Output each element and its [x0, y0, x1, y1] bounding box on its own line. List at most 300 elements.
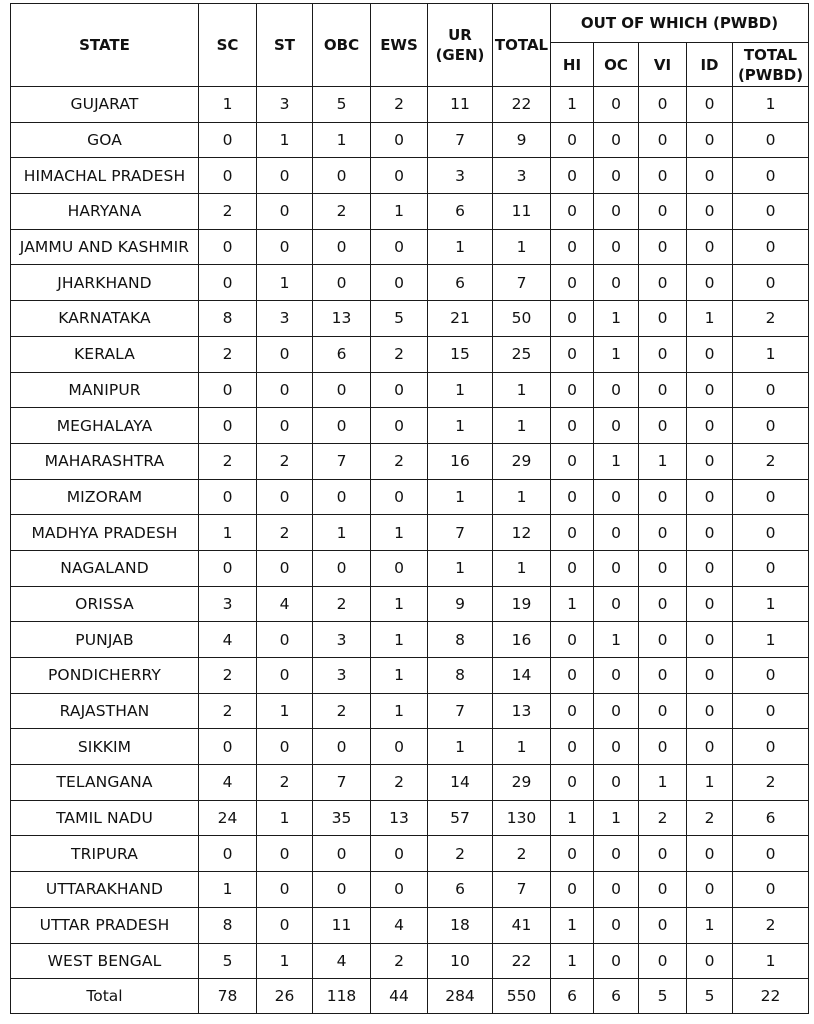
- cell-st: 0: [257, 836, 313, 872]
- cell-oc: 0: [594, 550, 639, 586]
- table-row: [11, 515, 809, 551]
- cell-obc: 0: [313, 550, 371, 586]
- cell-ur-gen: 57: [428, 800, 493, 836]
- total-ur-gen: 284: [428, 979, 493, 1014]
- cell-hi: 0: [551, 479, 594, 515]
- cell-obc: 0: [313, 158, 371, 194]
- cell-oc: 0: [594, 87, 639, 123]
- cell-st: 0: [257, 372, 313, 408]
- cell-pwbd-total: 0: [733, 729, 809, 765]
- cell-pwbd-total: 1: [733, 586, 809, 622]
- cell-oc: 0: [594, 872, 639, 908]
- cell-hi: 0: [551, 158, 594, 194]
- cell-ur-gen: 7: [428, 693, 493, 729]
- cell-vi: 0: [639, 515, 687, 551]
- cell-pwbd-total: 0: [733, 122, 809, 158]
- cell-vi: 0: [639, 586, 687, 622]
- cell-pwbd-total: 1: [733, 622, 809, 658]
- cell-vi: 0: [639, 301, 687, 337]
- cell-id: 0: [687, 586, 733, 622]
- cell-ews: 0: [371, 479, 428, 515]
- cell-total: 1: [493, 229, 551, 265]
- cell-ews: 4: [371, 907, 428, 943]
- header-pwbd-total: [733, 43, 809, 87]
- cell-pwbd-total: 0: [733, 194, 809, 230]
- cell-ur-gen: 1: [428, 408, 493, 444]
- cell-id: 0: [687, 229, 733, 265]
- cell-total: 1: [493, 408, 551, 444]
- table-row: [11, 765, 809, 801]
- cell-ur-gen: 2: [428, 836, 493, 872]
- cell-vi: 0: [639, 122, 687, 158]
- table-row: [11, 693, 809, 729]
- cell-state: KARNATAKA: [11, 301, 199, 337]
- cell-pwbd-total: 1: [733, 336, 809, 372]
- cell-st: 1: [257, 122, 313, 158]
- cell-ur-gen: 7: [428, 515, 493, 551]
- header-hi: HI: [551, 43, 594, 87]
- table-body: [11, 87, 809, 979]
- cell-vi: 0: [639, 550, 687, 586]
- cell-st: 2: [257, 443, 313, 479]
- total-sc: 78: [199, 979, 257, 1014]
- cell-state: HIMACHAL PRADESH: [11, 158, 199, 194]
- cell-ur-gen: 1: [428, 479, 493, 515]
- cell-vi: 0: [639, 658, 687, 694]
- cell-id: 0: [687, 158, 733, 194]
- cell-pwbd-total: 6: [733, 800, 809, 836]
- cell-state: TAMIL NADU: [11, 800, 199, 836]
- cell-id: 0: [687, 550, 733, 586]
- reservation-table: [10, 3, 809, 1014]
- cell-obc: 0: [313, 372, 371, 408]
- cell-pwbd-total: 0: [733, 479, 809, 515]
- cell-vi: 0: [639, 943, 687, 979]
- cell-sc: 0: [199, 229, 257, 265]
- cell-id: 0: [687, 658, 733, 694]
- cell-st: 0: [257, 550, 313, 586]
- cell-ews: 0: [371, 836, 428, 872]
- cell-ur-gen: 6: [428, 265, 493, 301]
- total-vi: 5: [639, 979, 687, 1014]
- cell-total: 50: [493, 301, 551, 337]
- cell-ews: 0: [371, 229, 428, 265]
- cell-total: 14: [493, 658, 551, 694]
- cell-sc: 0: [199, 158, 257, 194]
- cell-sc: 0: [199, 729, 257, 765]
- cell-oc: 0: [594, 229, 639, 265]
- cell-hi: 0: [551, 765, 594, 801]
- cell-ur-gen: 6: [428, 194, 493, 230]
- cell-ur-gen: 1: [428, 229, 493, 265]
- cell-total: 1: [493, 550, 551, 586]
- cell-ur-gen: 10: [428, 943, 493, 979]
- cell-st: 3: [257, 87, 313, 123]
- cell-ews: 0: [371, 158, 428, 194]
- cell-hi: 1: [551, 87, 594, 123]
- cell-hi: 0: [551, 658, 594, 694]
- cell-sc: 4: [199, 622, 257, 658]
- cell-state: GOA: [11, 122, 199, 158]
- cell-sc: 2: [199, 658, 257, 694]
- cell-ur-gen: 1: [428, 550, 493, 586]
- cell-total: 29: [493, 765, 551, 801]
- cell-total: 9: [493, 122, 551, 158]
- cell-vi: 0: [639, 336, 687, 372]
- header-ur-line1: UR: [448, 26, 472, 44]
- cell-sc: 1: [199, 872, 257, 908]
- cell-sc: 0: [199, 836, 257, 872]
- table-row: [11, 658, 809, 694]
- cell-state: WEST BENGAL: [11, 943, 199, 979]
- cell-state: MAHARASHTRA: [11, 443, 199, 479]
- cell-vi: 0: [639, 872, 687, 908]
- table-header: [11, 4, 809, 87]
- cell-id: 1: [687, 907, 733, 943]
- cell-hi: 1: [551, 943, 594, 979]
- table-row: [11, 622, 809, 658]
- cell-vi: 0: [639, 87, 687, 123]
- cell-oc: 1: [594, 301, 639, 337]
- cell-obc: 11: [313, 907, 371, 943]
- cell-obc: 0: [313, 265, 371, 301]
- cell-sc: 2: [199, 336, 257, 372]
- cell-state: MIZORAM: [11, 479, 199, 515]
- cell-sc: 2: [199, 693, 257, 729]
- header-state: STATE: [11, 4, 199, 87]
- cell-hi: 0: [551, 693, 594, 729]
- cell-st: 1: [257, 943, 313, 979]
- cell-obc: 7: [313, 765, 371, 801]
- cell-hi: 0: [551, 336, 594, 372]
- cell-st: 0: [257, 907, 313, 943]
- total-label: Total: [11, 979, 199, 1014]
- cell-ur-gen: 6: [428, 872, 493, 908]
- cell-ur-gen: 21: [428, 301, 493, 337]
- cell-pwbd-total: 2: [733, 301, 809, 337]
- table-row: [11, 586, 809, 622]
- cell-ews: 2: [371, 336, 428, 372]
- cell-hi: 0: [551, 443, 594, 479]
- cell-sc: 2: [199, 443, 257, 479]
- cell-sc: 24: [199, 800, 257, 836]
- table-footer: [11, 979, 809, 1014]
- cell-st: 1: [257, 693, 313, 729]
- cell-id: 0: [687, 408, 733, 444]
- header-vi: VI: [639, 43, 687, 87]
- cell-pwbd-total: 0: [733, 158, 809, 194]
- cell-pwbd-total: 0: [733, 372, 809, 408]
- cell-sc: 1: [199, 87, 257, 123]
- cell-id: 0: [687, 336, 733, 372]
- cell-ews: 1: [371, 693, 428, 729]
- cell-obc: 0: [313, 872, 371, 908]
- cell-id: 0: [687, 87, 733, 123]
- header-ur-line2: (GEN): [435, 46, 485, 64]
- cell-vi: 0: [639, 693, 687, 729]
- cell-state: UTTAR PRADESH: [11, 907, 199, 943]
- cell-ur-gen: 16: [428, 443, 493, 479]
- cell-obc: 0: [313, 729, 371, 765]
- cell-pwbd-total: 0: [733, 265, 809, 301]
- cell-id: 0: [687, 194, 733, 230]
- cell-state: SIKKIM: [11, 729, 199, 765]
- cell-ews: 0: [371, 265, 428, 301]
- cell-obc: 13: [313, 301, 371, 337]
- cell-vi: 0: [639, 372, 687, 408]
- cell-vi: 0: [639, 729, 687, 765]
- cell-total: 11: [493, 194, 551, 230]
- header-id: ID: [687, 43, 733, 87]
- cell-pwbd-total: 2: [733, 443, 809, 479]
- header-ur-gen: [428, 4, 493, 87]
- cell-obc: 3: [313, 658, 371, 694]
- cell-oc: 1: [594, 800, 639, 836]
- cell-hi: 0: [551, 836, 594, 872]
- table-row: [11, 301, 809, 337]
- header-obc: OBC: [313, 4, 371, 87]
- cell-pwbd-total: 0: [733, 836, 809, 872]
- cell-oc: 0: [594, 194, 639, 230]
- cell-total: 13: [493, 693, 551, 729]
- cell-oc: 0: [594, 122, 639, 158]
- cell-id: 1: [687, 301, 733, 337]
- cell-hi: 1: [551, 907, 594, 943]
- cell-sc: 0: [199, 550, 257, 586]
- cell-st: 0: [257, 158, 313, 194]
- cell-pwbd-total: 0: [733, 658, 809, 694]
- cell-state: RAJASTHAN: [11, 693, 199, 729]
- cell-oc: 0: [594, 765, 639, 801]
- cell-id: 0: [687, 943, 733, 979]
- cell-id: 0: [687, 515, 733, 551]
- cell-hi: 1: [551, 586, 594, 622]
- cell-state: PONDICHERRY: [11, 658, 199, 694]
- cell-state: GUJARAT: [11, 87, 199, 123]
- header-pwbd-total-line2: (PWBD): [737, 65, 804, 84]
- cell-vi: 0: [639, 229, 687, 265]
- cell-sc: 1: [199, 515, 257, 551]
- cell-st: 0: [257, 658, 313, 694]
- cell-st: 3: [257, 301, 313, 337]
- cell-st: 0: [257, 194, 313, 230]
- cell-sc: 0: [199, 122, 257, 158]
- cell-state: KERALA: [11, 336, 199, 372]
- cell-state: TELANGANA: [11, 765, 199, 801]
- cell-id: 0: [687, 872, 733, 908]
- table-row: [11, 158, 809, 194]
- cell-total: 16: [493, 622, 551, 658]
- cell-st: 0: [257, 622, 313, 658]
- cell-obc: 35: [313, 800, 371, 836]
- cell-state: JAMMU AND KASHMIR: [11, 229, 199, 265]
- cell-hi: 0: [551, 372, 594, 408]
- cell-hi: 0: [551, 229, 594, 265]
- cell-vi: 1: [639, 443, 687, 479]
- cell-ur-gen: 3: [428, 158, 493, 194]
- header-sc: SC: [199, 4, 257, 87]
- cell-obc: 1: [313, 122, 371, 158]
- cell-sc: 5: [199, 943, 257, 979]
- cell-state: HARYANA: [11, 194, 199, 230]
- cell-hi: 0: [551, 122, 594, 158]
- cell-oc: 0: [594, 265, 639, 301]
- table-row: [11, 265, 809, 301]
- cell-hi: 0: [551, 194, 594, 230]
- cell-ews: 2: [371, 87, 428, 123]
- cell-obc: 3: [313, 622, 371, 658]
- cell-ur-gen: 7: [428, 122, 493, 158]
- cell-st: 0: [257, 408, 313, 444]
- cell-total: 22: [493, 87, 551, 123]
- total-total: 550: [493, 979, 551, 1014]
- header-pwbd-group: OUT OF WHICH (PWBD): [551, 4, 809, 43]
- cell-id: 2: [687, 800, 733, 836]
- cell-pwbd-total: 0: [733, 229, 809, 265]
- total-ews: 44: [371, 979, 428, 1014]
- header-ews: EWS: [371, 4, 428, 87]
- cell-pwbd-total: 1: [733, 943, 809, 979]
- table-row: [11, 443, 809, 479]
- cell-ews: 0: [371, 550, 428, 586]
- cell-obc: 2: [313, 586, 371, 622]
- total-st: 26: [257, 979, 313, 1014]
- cell-st: 0: [257, 336, 313, 372]
- cell-ur-gen: 9: [428, 586, 493, 622]
- cell-id: 0: [687, 443, 733, 479]
- cell-state: NAGALAND: [11, 550, 199, 586]
- cell-st: 1: [257, 265, 313, 301]
- cell-sc: 3: [199, 586, 257, 622]
- total-row: [11, 979, 809, 1014]
- cell-obc: 0: [313, 479, 371, 515]
- cell-sc: 0: [199, 479, 257, 515]
- cell-id: 0: [687, 693, 733, 729]
- cell-st: 2: [257, 515, 313, 551]
- cell-pwbd-total: 0: [733, 872, 809, 908]
- cell-total: 3: [493, 158, 551, 194]
- cell-total: 1: [493, 729, 551, 765]
- table-row: [11, 336, 809, 372]
- cell-ur-gen: 11: [428, 87, 493, 123]
- cell-vi: 0: [639, 194, 687, 230]
- cell-vi: 1: [639, 765, 687, 801]
- cell-state: PUNJAB: [11, 622, 199, 658]
- cell-st: 4: [257, 586, 313, 622]
- cell-total: 41: [493, 907, 551, 943]
- cell-oc: 0: [594, 729, 639, 765]
- cell-ews: 0: [371, 729, 428, 765]
- cell-vi: 0: [639, 836, 687, 872]
- cell-sc: 2: [199, 194, 257, 230]
- cell-oc: 1: [594, 336, 639, 372]
- cell-vi: 0: [639, 479, 687, 515]
- cell-state: MEGHALAYA: [11, 408, 199, 444]
- total-obc: 118: [313, 979, 371, 1014]
- cell-vi: 0: [639, 408, 687, 444]
- total-pwbd-total: 22: [733, 979, 809, 1014]
- cell-ews: 0: [371, 872, 428, 908]
- cell-hi: 1: [551, 800, 594, 836]
- cell-sc: 0: [199, 408, 257, 444]
- cell-total: 1: [493, 372, 551, 408]
- cell-state: JHARKHAND: [11, 265, 199, 301]
- cell-oc: 0: [594, 479, 639, 515]
- table-row: [11, 872, 809, 908]
- cell-sc: 8: [199, 301, 257, 337]
- total-id: 5: [687, 979, 733, 1014]
- cell-oc: 0: [594, 907, 639, 943]
- cell-hi: 0: [551, 265, 594, 301]
- cell-pwbd-total: 0: [733, 693, 809, 729]
- cell-oc: 0: [594, 515, 639, 551]
- cell-obc: 0: [313, 836, 371, 872]
- table-row: [11, 800, 809, 836]
- cell-hi: 0: [551, 729, 594, 765]
- cell-id: 0: [687, 836, 733, 872]
- cell-pwbd-total: 0: [733, 515, 809, 551]
- cell-ur-gen: 18: [428, 907, 493, 943]
- cell-sc: 0: [199, 372, 257, 408]
- cell-st: 0: [257, 872, 313, 908]
- cell-oc: 0: [594, 586, 639, 622]
- cell-oc: 0: [594, 408, 639, 444]
- cell-ews: 5: [371, 301, 428, 337]
- cell-ur-gen: 8: [428, 658, 493, 694]
- cell-id: 0: [687, 622, 733, 658]
- table-row: [11, 408, 809, 444]
- cell-hi: 0: [551, 550, 594, 586]
- cell-state: TRIPURA: [11, 836, 199, 872]
- cell-oc: 1: [594, 622, 639, 658]
- cell-ews: 1: [371, 622, 428, 658]
- cell-ur-gen: 1: [428, 729, 493, 765]
- cell-hi: 0: [551, 301, 594, 337]
- cell-obc: 6: [313, 336, 371, 372]
- table-row: [11, 479, 809, 515]
- cell-hi: 0: [551, 408, 594, 444]
- cell-ews: 2: [371, 443, 428, 479]
- cell-ews: 0: [371, 122, 428, 158]
- cell-id: 0: [687, 479, 733, 515]
- cell-id: 1: [687, 765, 733, 801]
- cell-total: 2: [493, 836, 551, 872]
- cell-id: 0: [687, 729, 733, 765]
- cell-vi: 2: [639, 800, 687, 836]
- cell-total: 22: [493, 943, 551, 979]
- cell-obc: 2: [313, 693, 371, 729]
- cell-id: 0: [687, 265, 733, 301]
- cell-id: 0: [687, 122, 733, 158]
- cell-total: 130: [493, 800, 551, 836]
- cell-st: 1: [257, 800, 313, 836]
- header-pwbd-total-line1: TOTAL: [743, 45, 798, 64]
- cell-ews: 13: [371, 800, 428, 836]
- cell-total: 7: [493, 265, 551, 301]
- table-row: [11, 943, 809, 979]
- cell-st: 2: [257, 765, 313, 801]
- cell-st: 0: [257, 729, 313, 765]
- cell-hi: 0: [551, 515, 594, 551]
- cell-state: MANIPUR: [11, 372, 199, 408]
- cell-pwbd-total: 2: [733, 907, 809, 943]
- table-row: [11, 372, 809, 408]
- cell-obc: 1: [313, 515, 371, 551]
- cell-vi: 0: [639, 265, 687, 301]
- cell-oc: 0: [594, 658, 639, 694]
- cell-state: MADHYA PRADESH: [11, 515, 199, 551]
- total-oc: 6: [594, 979, 639, 1014]
